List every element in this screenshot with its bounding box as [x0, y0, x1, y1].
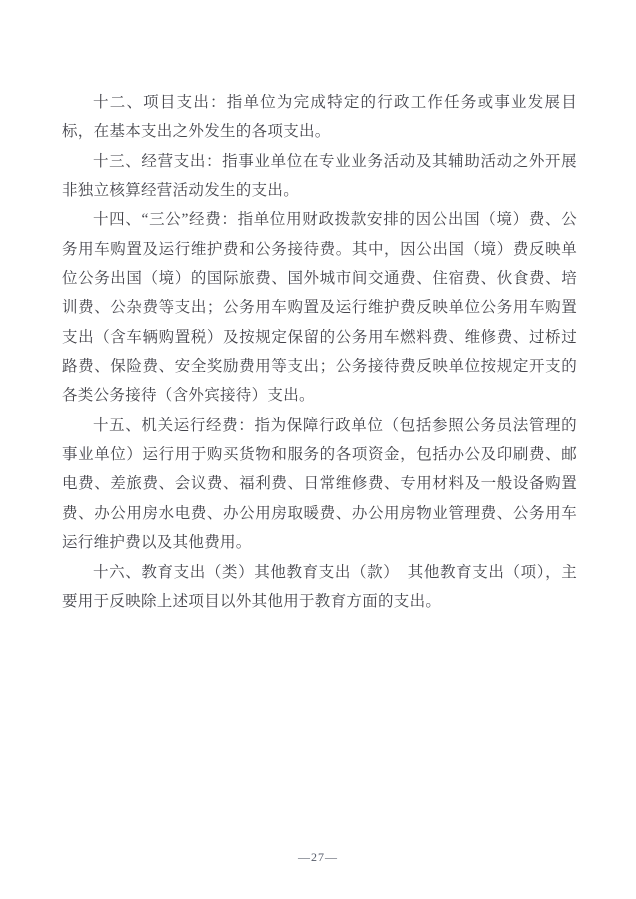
paragraph-item-14-three-public-funds: 十四、“三公”经费：指单位用财政拨款安排的因公出国（境）费、公务用车购置及运行维护费和公务接待费。其中，因公出国（境）费反映单位公务出国（境）的国际旅费、国外城市间交通费、住宿费、伙食费、培训费、公杂费等支出；公务用车购置及运行维护费反映单位公务用车购置支出（含车辆购置税）及按规定保留的公务用车燃料费、维修费、过桥过路费、保险费、安全奖励费用等支出；公务接待费反映单位按规定开支的各类公务接待（含外宾接待）支出。 — [62, 211, 577, 405]
paragraph-item-13-operating-expenditure: 十三、经营支出：指事业单位在专业业务活动及其辅助活动之外开展非独立核算经营活动发生的支出。 — [62, 152, 577, 200]
page-footer — [0, 848, 636, 866]
document-body — [62, 88, 577, 616]
paragraph-item-16-education-expenditure: 十六、教育支出（类）其他教育支出（款） 其他教育支出（项），主要用于反映除上述项目以外其他用于教育方面的支出。 — [62, 563, 577, 610]
page-number: —27— — [298, 850, 338, 864]
paragraph-item-15-agency-operating-funds: 十五、机关运行经费：指为保障行政单位（包括参照公务员法管理的事业单位）运行用于购买货物和服务的各项资金，包括办公及印刷费、邮电费、差旅费、会议费、福利费、日常维修费、专用材料及一般设备购置费、办公用房水电费、办公用房取暖费、办公用房物业管理费、公务用车运行维护费以及其他费用。 — [62, 416, 577, 552]
paragraph-item-12-project-expenditure: 十二、项目支出：指单位为完成特定的行政工作任务或事业发展目标，在基本支出之外发生的各项支出。 — [62, 94, 577, 141]
